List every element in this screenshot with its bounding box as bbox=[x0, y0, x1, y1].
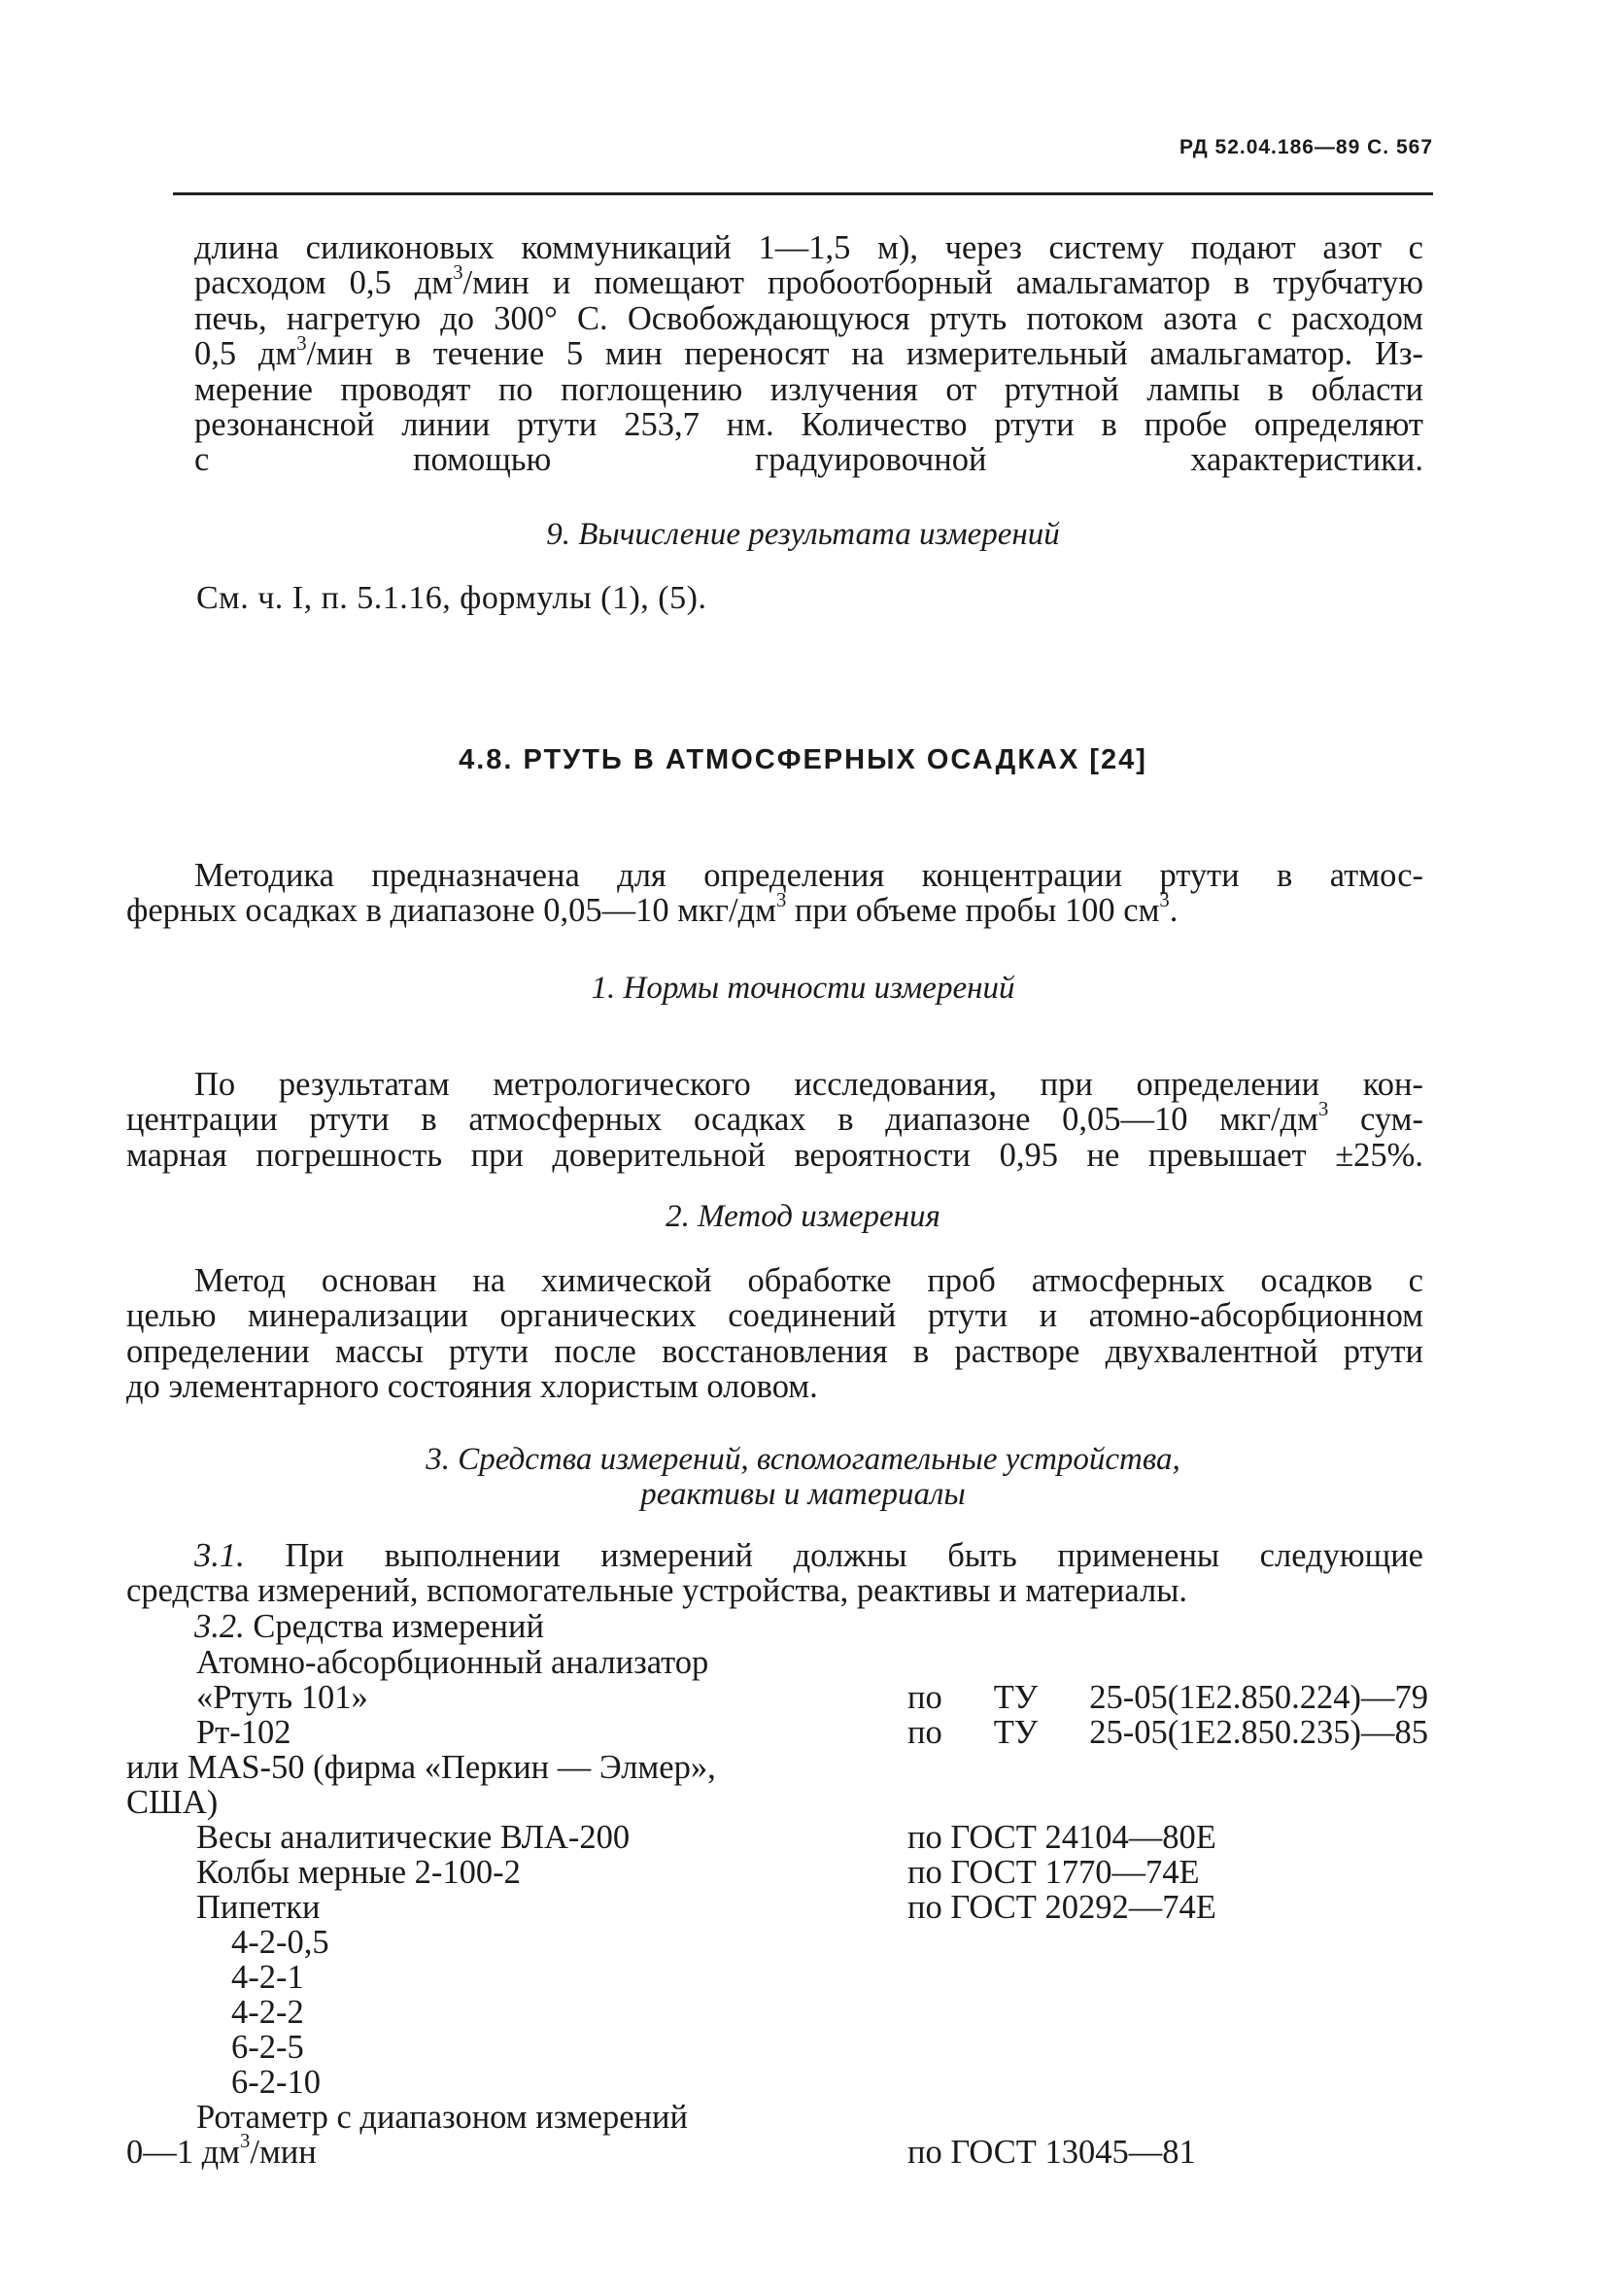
intro-line: резонансной линии ртути 253,7 нм. Количество ртути в пробе определяют bbox=[194, 406, 1423, 444]
method-intro-line2: ферных осадках в диапазоне 0,05—10 мкг/$дм^3$ при объеме пробы 100 $см^3$. bbox=[126, 889, 1179, 930]
sec1-heading: 1. Нормы точности измерений bbox=[591, 971, 1015, 1006]
section9-heading: 9. Вычисление результата измерений bbox=[546, 517, 1060, 552]
pipette-type: 4-2-0,5 bbox=[231, 1924, 329, 1961]
sec2-heading: 2. Метод измерения bbox=[666, 1199, 940, 1234]
pipettes-spec: по ГОСТ 20292—74Е bbox=[907, 1889, 1216, 1926]
scales-spec: по ГОСТ 24104—80Е bbox=[907, 1819, 1216, 1856]
p31-line1: 3.1. При выполнении измерений должны быть применены следующие bbox=[194, 1537, 1423, 1574]
rt102-spec: по ТУ 25-05(1Е2.850.235)—85 bbox=[907, 1714, 1428, 1751]
scales-label: Весы аналитические ВЛА-200 bbox=[196, 1819, 631, 1856]
intro-line: мерение проводят по поглощению излучения от ртутной лампы в области bbox=[194, 370, 1423, 408]
pipette-type: 4-2-1 bbox=[231, 1959, 304, 1996]
intro-paragraph bbox=[194, 230, 1423, 478]
sec1-line: По результатам метрологического исследования, при определении кон- bbox=[194, 1066, 1423, 1103]
method-intro-line1: Методика предназначена для определения концентрации ртути в атмос- bbox=[194, 857, 1423, 894]
rotameter-spec: по ГОСТ 13045—81 bbox=[907, 2134, 1196, 2171]
mas50-line2: США) bbox=[126, 1784, 219, 1821]
rotameter-line1: Ротаметр с диапазоном измерений bbox=[196, 2099, 688, 2136]
sec2-line: Метод основан на химической обработке проб атмосферных осадков с bbox=[194, 1262, 1423, 1299]
analyzer-line2: «Ртуть 101» bbox=[196, 1679, 368, 1716]
rt102-label: Рт-102 bbox=[196, 1714, 291, 1751]
p31-line2: средства измерений, вспомогательные устройства, реактивы и материалы. bbox=[126, 1572, 1188, 1610]
header-rule bbox=[173, 192, 1433, 195]
sec1-paragraph bbox=[126, 1066, 1423, 1174]
document-code: РД 52.04.186—89 С. 567 bbox=[1179, 136, 1433, 158]
sec3-heading-line2: реактивы и материалы bbox=[640, 1477, 966, 1512]
intro-line: с помощью градуировочной характеристики. bbox=[194, 441, 1423, 479]
section9-reference: См. ч. I, п. 5.1.16, формулы (1), (5). bbox=[196, 580, 707, 616]
analyzer-line1: Атомно-абсорбционный анализатор bbox=[196, 1644, 709, 1681]
sec2-line: до элементарного состояния хлористым оловом. bbox=[126, 1368, 818, 1406]
intro-line: 0,5 $дм^3$/мин в течение 5 мин переносят на измерительный амальгаматор. Из- bbox=[194, 332, 1423, 373]
analyzer-spec: по ТУ 25-05(1Е2.850.224)—79 bbox=[907, 1679, 1428, 1716]
rotameter-line2: 0—1 $дм^3$/мин bbox=[126, 2131, 317, 2171]
sec3-heading-line1: 3. Средства измерений, вспомогательные устройства, bbox=[426, 1442, 1180, 1477]
sec1-line: марная погрешность при доверительной вероятности 0,95 не превышает ±25%. bbox=[126, 1136, 1423, 1174]
mas50-line1: или MAS-50 (фирма «Перкин — Элмер», bbox=[126, 1749, 716, 1786]
intro-line: длина силиконовых коммуникаций 1—1,5 м), через систему подают азот с bbox=[194, 229, 1423, 266]
p32-line: 3.2. Средства измерений bbox=[194, 1607, 544, 1645]
pipette-type: 4-2-2 bbox=[231, 1994, 304, 2031]
flasks-label: Колбы мерные 2-100-2 bbox=[196, 1854, 521, 1891]
sec2-paragraph bbox=[126, 1262, 1423, 1406]
flasks-spec: по ГОСТ 1770—74Е bbox=[907, 1854, 1200, 1891]
sec2-line: целью минерализации органических соединений ртути и атомно-абсорбционном bbox=[126, 1297, 1423, 1335]
intro-line: расходом 0,5 $дм^3$/мин и помещают пробоотборный амальгаматор в трубчатую bbox=[194, 261, 1423, 302]
sec1-line: центрации ртути в атмосферных осадках в диапазоне 0,05—10 мкг/$дм^3$ сум- bbox=[126, 1098, 1423, 1139]
method-intro bbox=[126, 857, 1423, 930]
pipette-type: 6-2-5 bbox=[231, 2029, 304, 2066]
pipette-type: 6-2-10 bbox=[231, 2064, 321, 2101]
intro-line: печь, нагретую до 300° С. Освобождающуюся ртуть потоком азота с расходом bbox=[194, 299, 1423, 337]
sec2-line: определении массы ртути после восстановления в растворе двухвалентной ртути bbox=[126, 1332, 1423, 1370]
section-title: 4.8. РТУТЬ В АТМОСФЕРНЫХ ОСАДКАХ [24] bbox=[459, 744, 1147, 775]
pipettes-label: Пипетки bbox=[196, 1889, 321, 1926]
sec3-paragraph bbox=[126, 1537, 1423, 1645]
